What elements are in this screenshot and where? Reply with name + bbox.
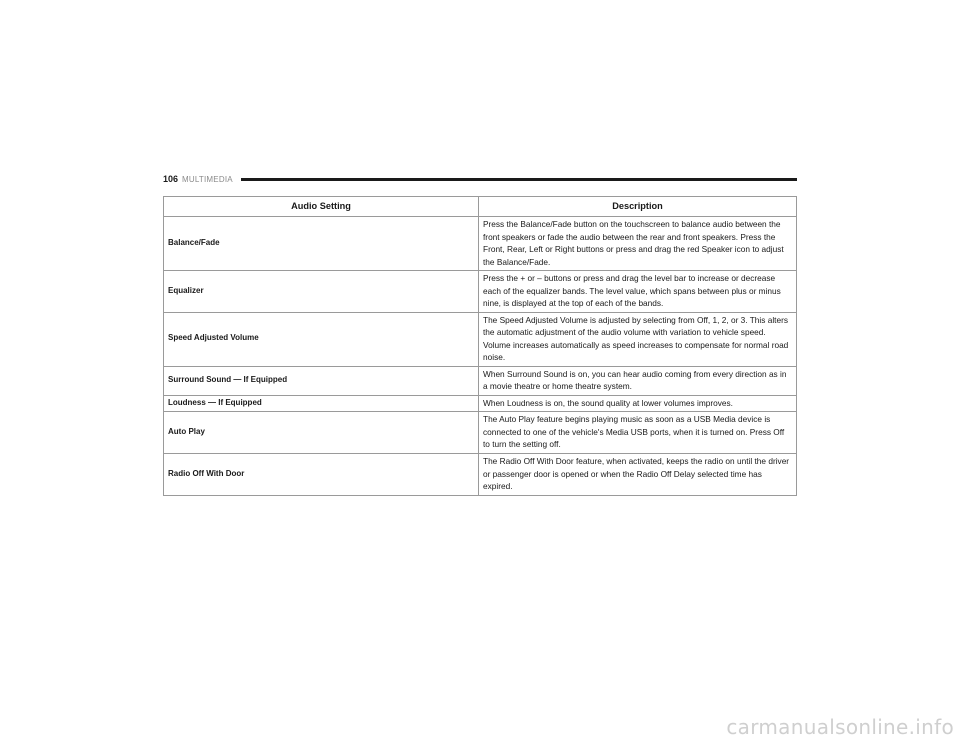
setting-description: Press the Balance/Fade button on the touchscreen to balance audio between the front speakers or fade the audio between the rear and front speakers. Press the Front, Rear, Left or Right buttons or press and drag the red Speaker icon to adjust the Balance/Fade. bbox=[479, 217, 797, 271]
setting-name: Balance/Fade bbox=[164, 217, 479, 271]
table-row bbox=[164, 217, 797, 271]
table-row bbox=[164, 312, 797, 366]
table-row bbox=[164, 395, 797, 412]
setting-description: Press the + or – buttons or press and drag the level bar to increase or decrease each of the equalizer bands. The level value, which spans between plus or minus nine, is displayed at the top of each of the bands. bbox=[479, 271, 797, 313]
page-number: 106 bbox=[163, 174, 179, 184]
audio-settings-table bbox=[163, 196, 797, 496]
column-header-description: Description bbox=[479, 197, 797, 217]
setting-description: The Auto Play feature begins playing music as soon as a USB Media device is connected to one of the vehicle's Media USB ports, when it is turned on. Press Off to turn the setting off. bbox=[479, 412, 797, 454]
column-header-audio-setting: Audio Setting bbox=[164, 197, 479, 217]
setting-name: Equalizer bbox=[164, 271, 479, 313]
page-header bbox=[163, 172, 797, 186]
setting-name: Surround Sound — If Equipped bbox=[164, 366, 479, 395]
setting-description: When Surround Sound is on, you can hear audio coming from every direction as in a movie theatre or home theatre system. bbox=[479, 366, 797, 395]
watermark: carmanualsonline.info bbox=[726, 715, 954, 739]
setting-name: Radio Off With Door bbox=[164, 454, 479, 496]
setting-description: When Loudness is on, the sound quality at lower volumes improves. bbox=[479, 395, 797, 412]
table-row bbox=[164, 271, 797, 313]
setting-name: Loudness — If Equipped bbox=[164, 395, 479, 412]
table-row bbox=[164, 412, 797, 454]
setting-description: The Speed Adjusted Volume is adjusted by selecting from Off, 1, 2, or 3. This alters the automatic adjustment of the audio volume with variation to vehicle speed. Volume increases automatically as speed increases to compensate for normal road noise. bbox=[479, 312, 797, 366]
table-row bbox=[164, 366, 797, 395]
table-header-row bbox=[164, 197, 797, 217]
section-title: MULTIMEDIA bbox=[182, 174, 233, 184]
table-row bbox=[164, 454, 797, 496]
header-rule bbox=[241, 178, 797, 181]
setting-name: Auto Play bbox=[164, 412, 479, 454]
setting-description: The Radio Off With Door feature, when activated, keeps the radio on until the driver or passenger door is opened or when the Radio Off Delay selected time has expired. bbox=[479, 454, 797, 496]
setting-name: Speed Adjusted Volume bbox=[164, 312, 479, 366]
